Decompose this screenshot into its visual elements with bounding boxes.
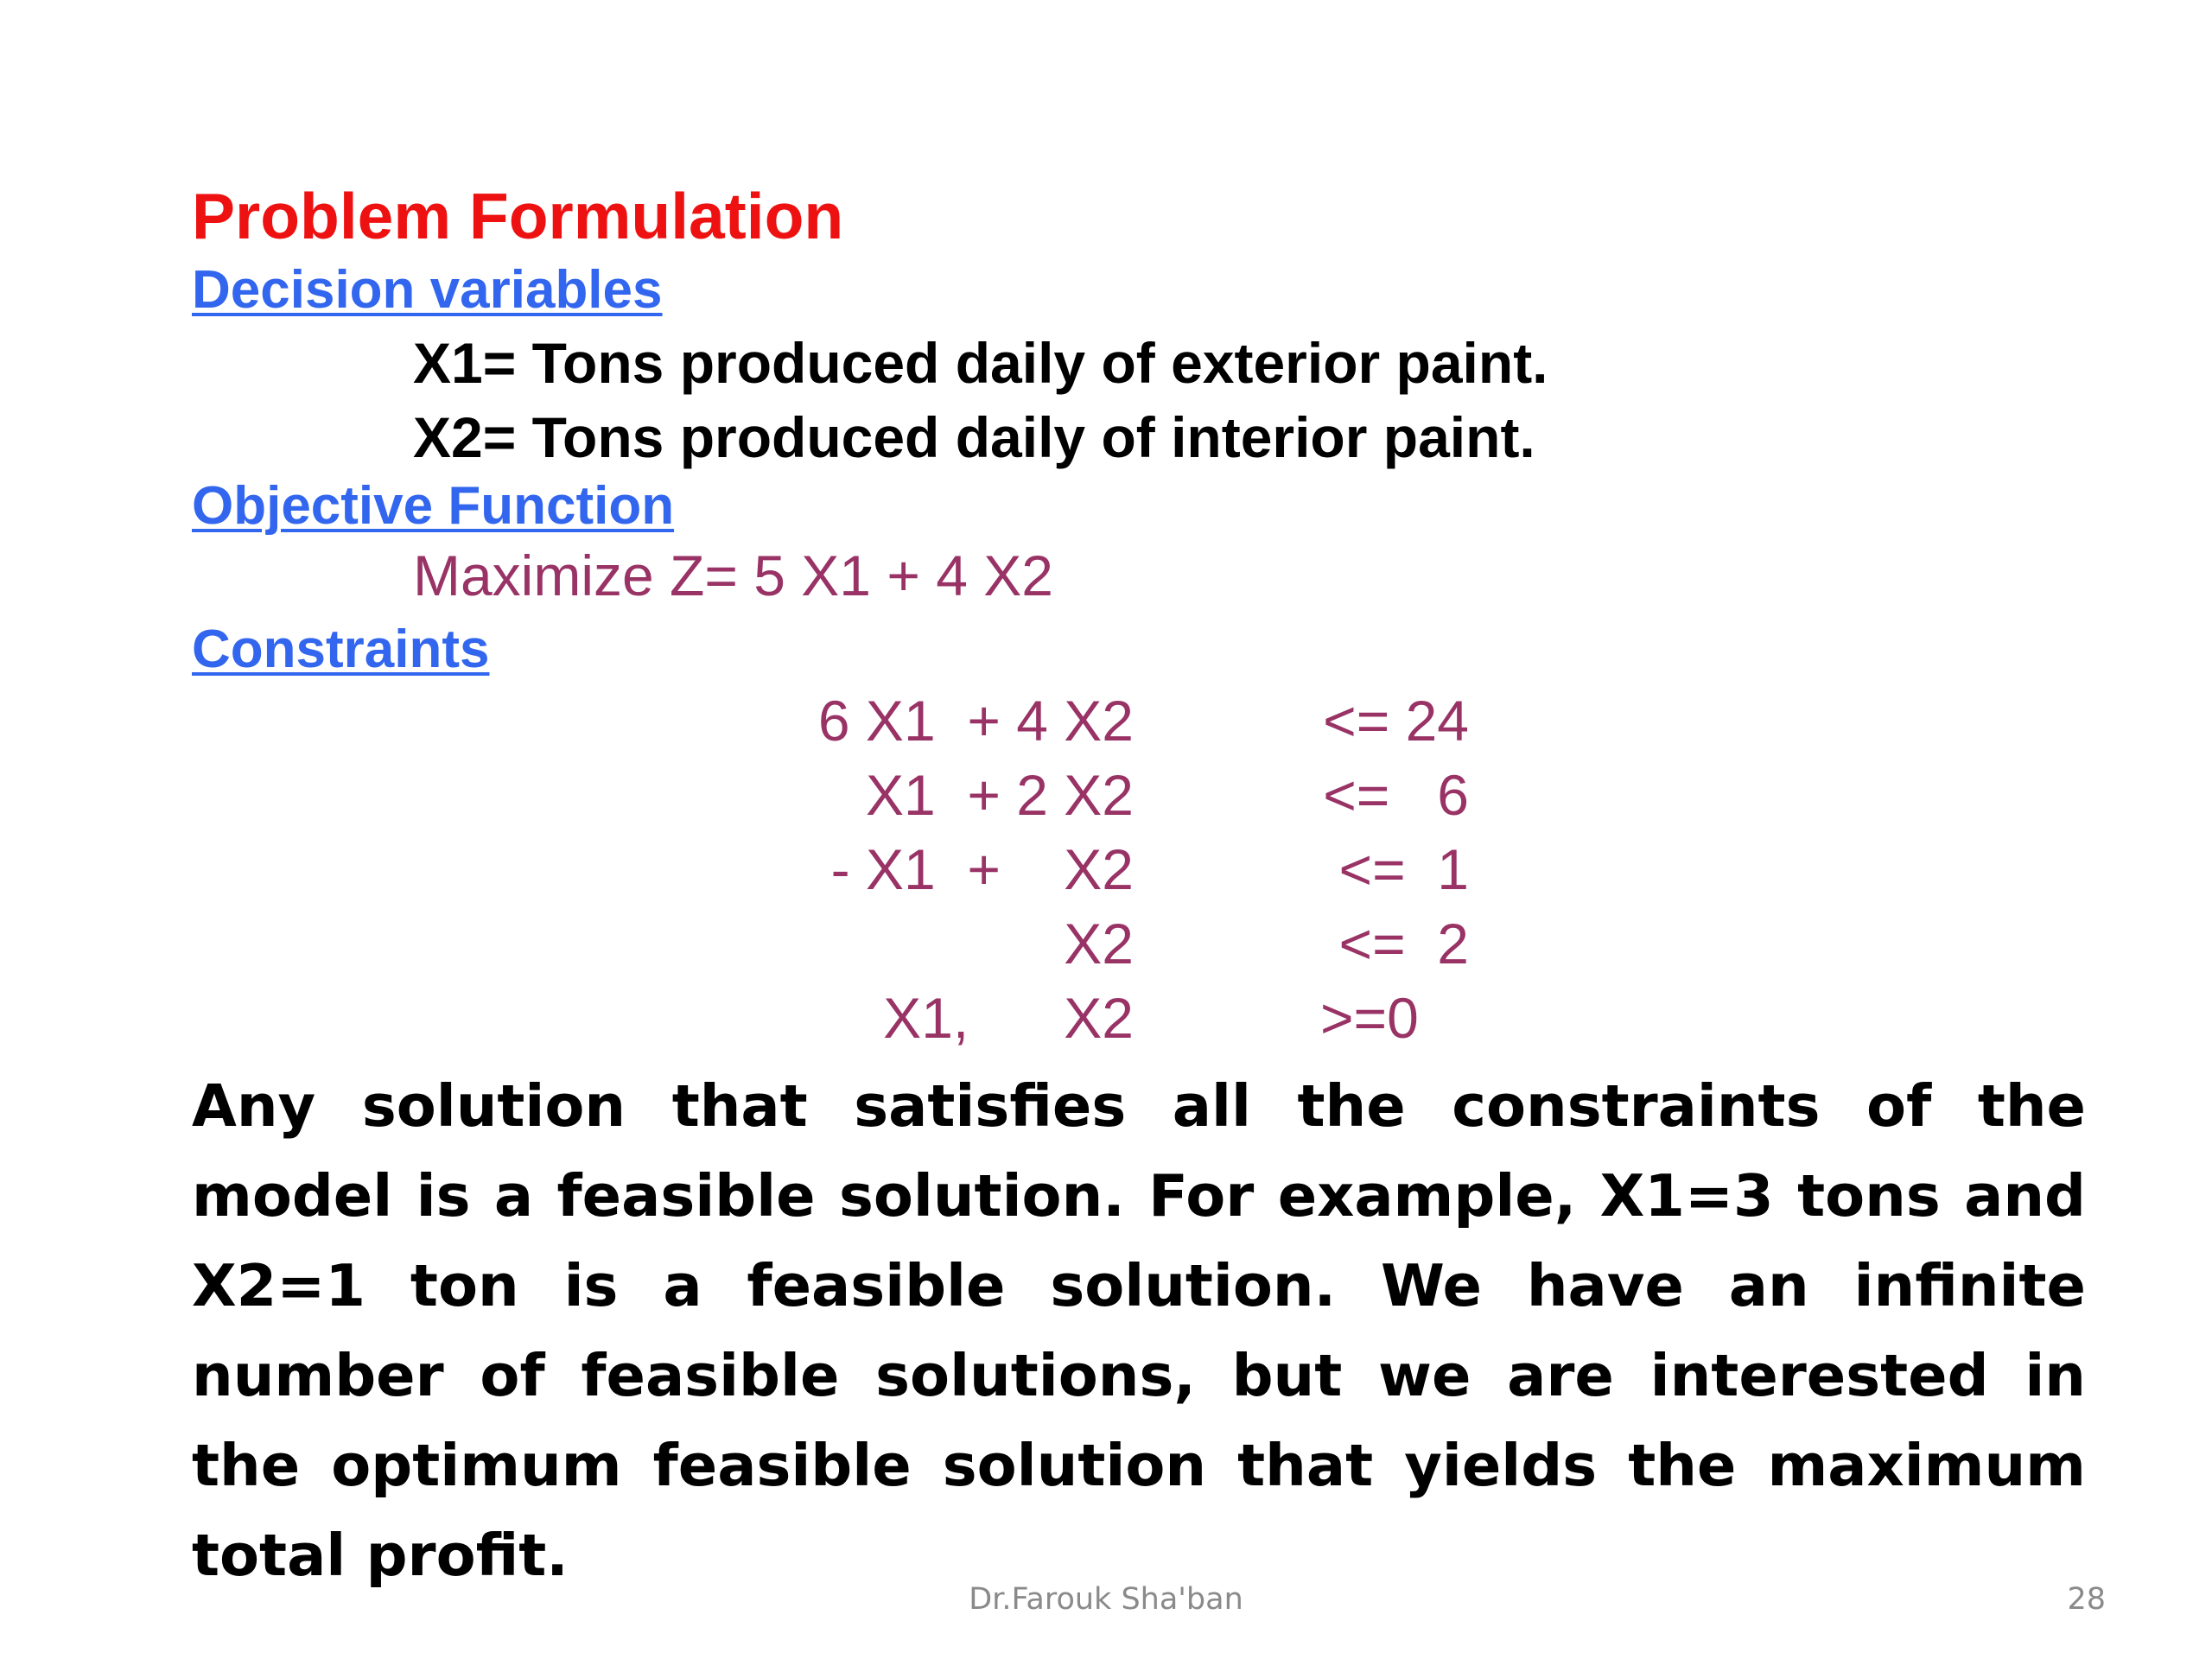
constraint-rhs: <= 2 — [1338, 912, 1469, 976]
objective-function-heading[interactable]: Objective Function — [192, 476, 675, 536]
constraint-rhs: <= 24 — [1323, 689, 1469, 753]
page-number: 28 — [2067, 1582, 2106, 1617]
constraint-lhs: X1, X2 — [883, 986, 1134, 1050]
constraints-heading[interactable]: Constraints — [192, 620, 490, 679]
constraint-row — [0, 762, 2212, 836]
explanation-paragraph: Any solution that satisfies all the constraints of the model is a feasible solution. For example, X1=3 tons and X2=1 ton is a feasible solution. We have an infinite number of feasible solutions, but we are interested in the optimum feasible solution that yields the maximum total profit. — [192, 1072, 2086, 1589]
constraint-row — [0, 985, 2212, 1059]
constraint-lhs: X1 + 2 X2 — [865, 763, 1134, 827]
constraint-rhs: >=0 — [1320, 986, 1419, 1050]
slide-title: Problem Formulation — [192, 180, 844, 252]
constraint-lhs: - X1 + X2 — [830, 837, 1134, 901]
decision-variable-x1: X1= Tons produced daily of exterior paint. — [413, 331, 1548, 395]
constraint-rhs: <= 1 — [1338, 837, 1469, 901]
constraint-row — [0, 836, 2212, 911]
decision-variable-x2: X2= Tons produced daily of interior paint. — [413, 405, 1535, 469]
footer-author: Dr.Farouk Sha'ban — [969, 1582, 1243, 1617]
constraint-row — [0, 911, 2212, 985]
constraint-lhs: 6 X1 + 4 X2 — [817, 689, 1134, 753]
constraint-lhs: X2 — [1064, 912, 1134, 976]
decision-variables-heading[interactable]: Decision variables — [192, 260, 663, 320]
constraint-row — [0, 688, 2212, 762]
constraint-rhs: <= 6 — [1323, 763, 1469, 827]
objective-expression: Maximize Z= 5 X1 + 4 X2 — [413, 543, 1053, 607]
